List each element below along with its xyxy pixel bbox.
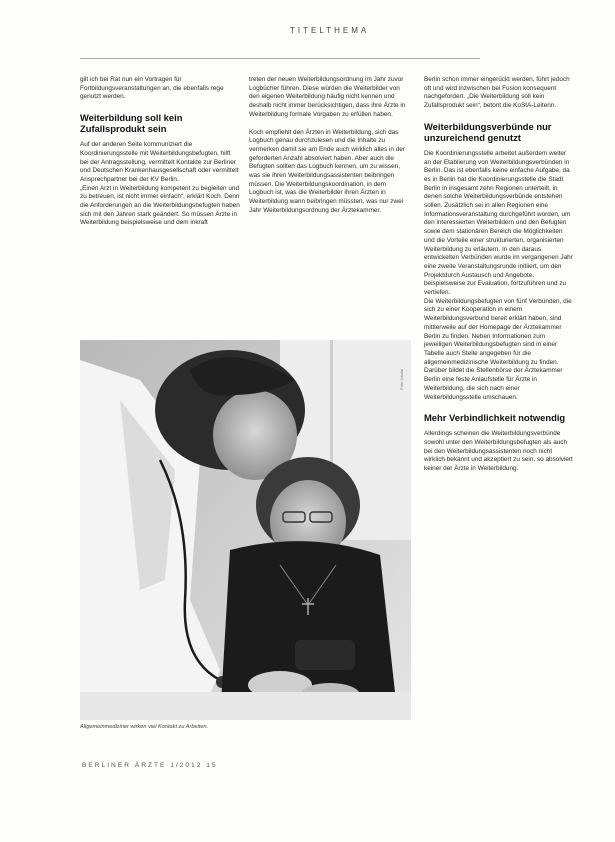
section-title: TITELTHEMA: [290, 26, 370, 35]
col1-intro: gilt ich bei Rat nun ein Vortragen für Fortbildungsveranstaltungen an, die ebenfalls rege genutzt werden.: [80, 76, 224, 101]
col1-quote: „Einen Arzt in Weiterbildung kompetent zu begleiten und zu betreuen, ist nicht immer einfach“, erklärt Koch. Denn die Anforderungen an die Weiterbildungsbefugten haben sich mit den Jahren stark geändert. So müssen Ärzte in Weiterbildung beispielsweise und dem inkraft: [80, 184, 240, 227]
page-footer: BERLINER ÄRZTE 1/2012 15: [82, 762, 218, 769]
photo-caption: Allgemeinmediziner wirken viel Kontakt zu Arbeiten.: [80, 724, 209, 730]
top-rule: [80, 58, 480, 59]
col1-heading: Weiterbildung soll kein Zufallsprodukt sein: [80, 112, 183, 135]
col3-paragraph-3: Die Weiterbildungsbefugten von fünf Verbünden, die sich zu einer Kooperation in einem Weiterbildungsverbund bereit erklärt haben, sind mittlerweile auf der Homepage der Ärztekammer Berlin zu finden. Neben Informationen zum jeweiligen Weiterbildungsbefugten sind in einer Tabelle auch Stelle angegeben für die allgemeinmedizinische Weiterbildung zu finden. Darüber bildet die Stellenbörse der Ärztekammer Berlin eine feste Anlaufstelle für Ärzte in Weiterbildung, die sich nach einer Weiterbildungsstelle umschauen.: [424, 297, 572, 401]
column-1: [80, 76, 240, 228]
col3-heading-1: Weiterbildungsverbünde nur unzureichend genutzt: [424, 120, 552, 143]
column-2: [249, 76, 409, 216]
col3-paragraph-2: Die Koordinierungsstelle arbeitet außerdem weiter an der Etablierung von Weiterbildungsverbünden in Berlin. Das ist ebenfalls keine einfache Aufgabe, da es in Berlin hat die Koordinierungsstelle die Stadt Berlin in insgesamt zehn Regionen unterteilt, in denen solche Weiterbildungsverbünde entstehen sollen. Zusätzlich sei in allen Regionen eine Informationsveranstaltung durchgeführt worden, um den interessierten Weiterbildern und den Befugten sowie dem stationären Bereich die Möglichkeiten und die Vorteile einer strukturierten, organisierten Weiterbildung zu erläutern. In den daraus entwickelten Verbünden wurde im vergangenen Jahr eine zweite Veranstaltungsrunde initiiert, um den Projektdurch Austausch und Angebote, beispielsweise zur Evaluation, fortzuführen und zu vertiefen.: [424, 149, 573, 297]
col2-paragraph-2: Koch empfiehlt den Ärzten in Weiterbildung, sich das Logbuch genau durchzulesen und die Inhalte zu vermerken damit sie am Ende auch wirklich alles in der geforderten Anzahl absolviert haben. Aber auch die Befugten sollten das Logbuch kennen, um zu wissen, was sie ihren Weiterbildungsassistenten beibringen müssen. Die Weiterbildungskoordination, in dem Logbuch ist, was die Weiterbilder ihren Ärzten in Weiterbildung wann beibringen müssten, was nur zwei Jahr Weiterbildungsordnung der Ärztekammer.: [249, 128, 405, 214]
col2-paragraph-1: treten der neuen Weiterbildungsordnung im Jahr zuvor Logbücher führen. Diese würden die Weiterbilder von den eigenen Weiterbildung häufig nicht kennen und deshalb nicht immer berücksichtigen, dass ihre Ärzte in Weiterbildung formale Vorgaben zu erfüllen haben.: [249, 76, 406, 118]
column-3: [424, 76, 574, 474]
col3-heading-2: Mehr Verbindlichkeit notwendig: [424, 412, 566, 424]
col3-paragraph-4: Allerdings scheinen die Weiterbildungsverbünde sowohl unter den Weiterbildungsbefugten als auch bei den Weiterbildungsassistenten noch nicht wirklich bekannt und akzeptiert zu sein, so absolviert keiner der Ärzte in Weiterbildung.: [424, 430, 573, 473]
doctor-patient-photo: [80, 340, 411, 720]
photo-credit: Foto: fotolia: [399, 369, 404, 390]
col1-body: Auf der anderen Seite kommuniziert die Koordinierungsstelle mit Weiterbildungsbefugten, hilft bei der Antragsstellung, vermittelt Kontakte zur Berliner und Deutschen Krankenhausgesellschaft oder vermittelt Ansprechpartner bei der KV Berlin.: [80, 141, 239, 183]
col3-paragraph-1: Berlin schon immer eingerückt werden, führt jedoch oft und wird inzwischen bei Fusion konsequent nachgefordert. „Die Weiterbildung soll kein Zufallsprodukt sein“, betont die KoStA-Leiterin.: [424, 76, 570, 110]
article-photo: [80, 340, 411, 720]
